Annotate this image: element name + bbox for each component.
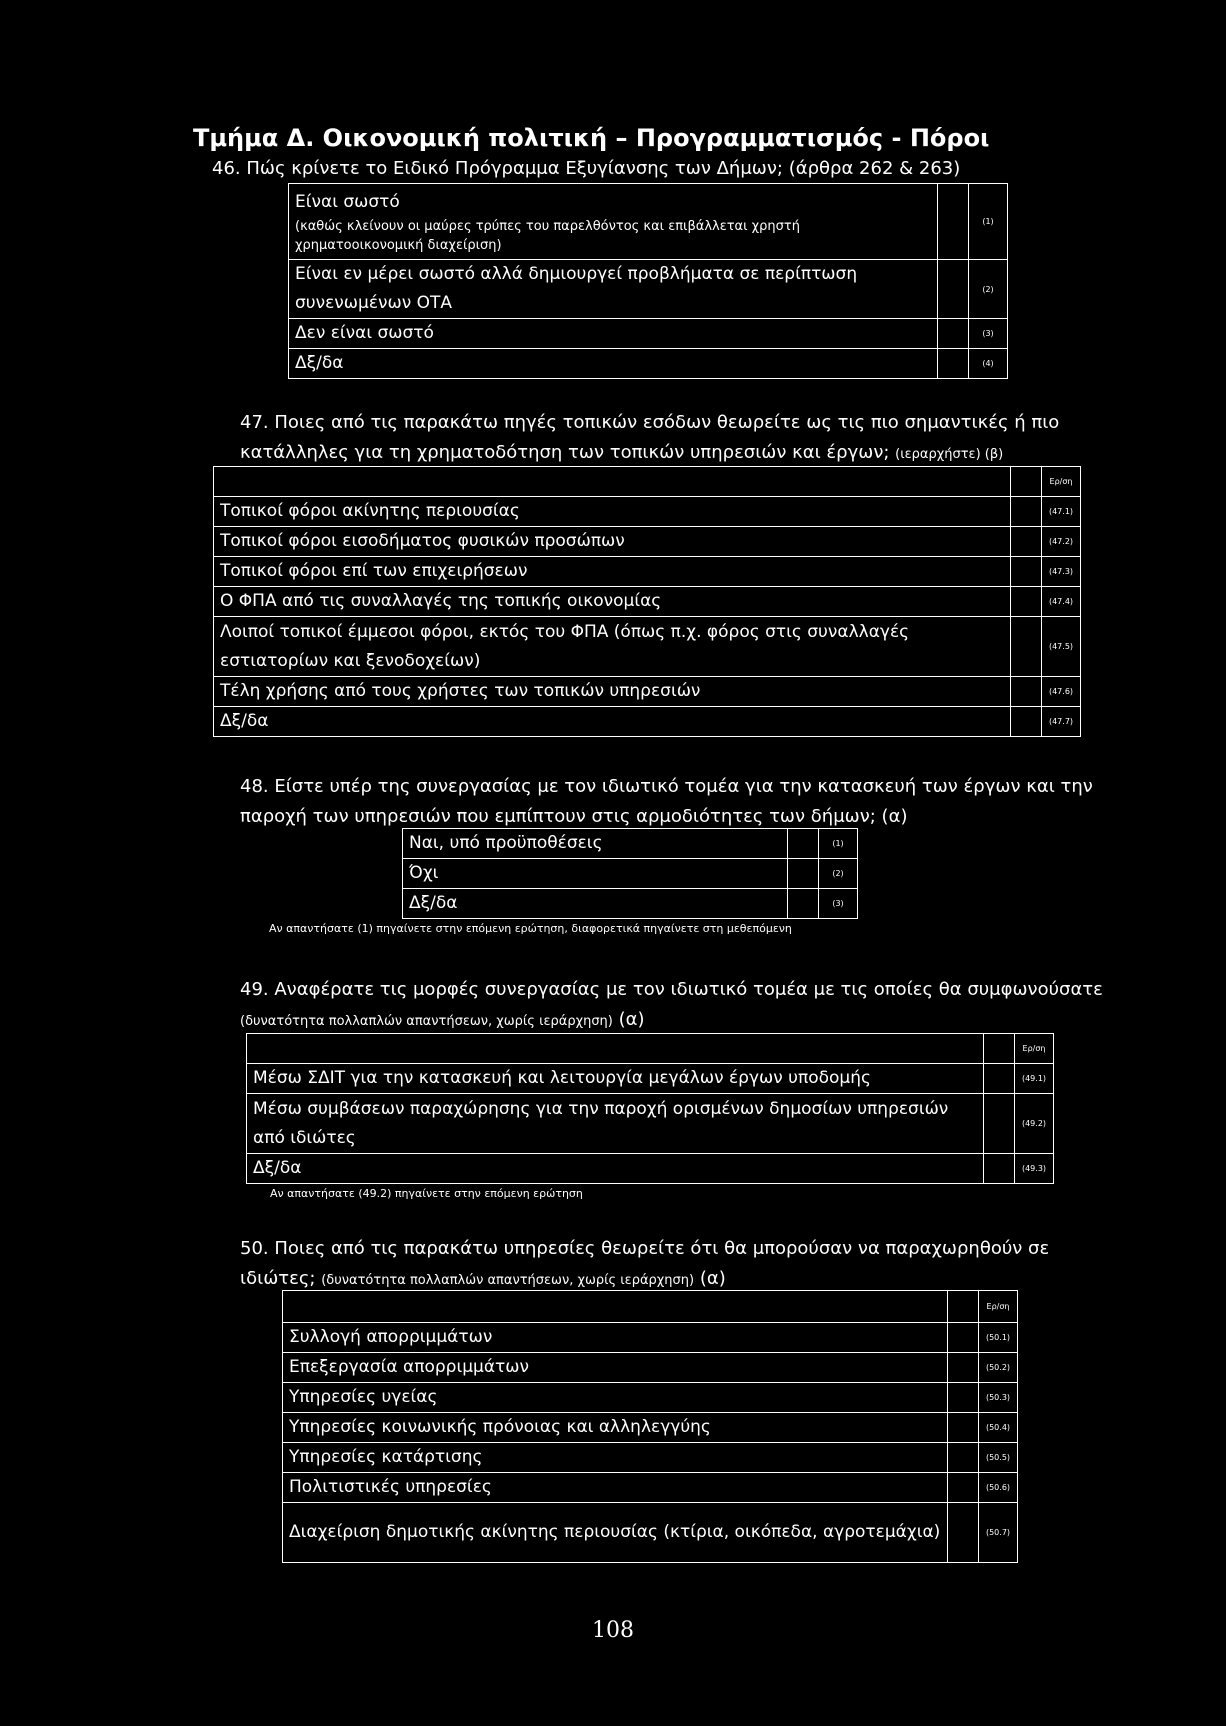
page-number: 108 [592, 1618, 634, 1643]
q49-option-row [247, 1064, 1054, 1094]
q46-option-1-label: Είναι σωστό [295, 192, 400, 212]
q50-header-box [948, 1291, 979, 1323]
q46-option-1-sub: (καθώς κλείνουν οι μαύρες τρύπες του παρελθόντος και επιβάλλεται χρηστή χρηματοοικονομική διαχείριση) [295, 219, 800, 253]
q50-option-4-label: Υπηρεσίες κοινωνικής πρόνοιας και αλληλεγγύης [283, 1413, 948, 1443]
q46-option-3-box[interactable] [938, 319, 969, 349]
q50-option-3-box[interactable] [948, 1383, 979, 1413]
q47-option-4-box[interactable] [1011, 587, 1042, 617]
q47-option-7-label: Δξ/δα [214, 707, 1011, 737]
q49-option-2-label: Μέσω συμβάσεων παραχώρησης για την παροχή ορισμένων δημοσίων υπηρεσιών από ιδιώτες [247, 1094, 984, 1154]
q47-option-1-label: Τοπικοί φόροι ακίνητης περιουσίας [214, 497, 1011, 527]
q47-header-blank [214, 467, 1011, 497]
q46-option-4-code: (4) [969, 349, 1008, 379]
q50-option-1-label: Συλλογή απορριμμάτων [283, 1323, 948, 1353]
q50-option-row [283, 1443, 1018, 1473]
q49-option-1-label: Μέσω ΣΔΙΤ για την κατασκευή και λειτουργία μεγάλων έργων υποδομής [247, 1064, 984, 1094]
q49-option-2-box[interactable] [984, 1094, 1015, 1154]
question-50-note: (δυνατότητα πολλαπλών απαντήσεων, χωρίς ιεράρχηση) [321, 1273, 695, 1288]
q46-option-1-box[interactable] [938, 184, 969, 260]
question-49-note: (δυνατότητα πολλαπλών απαντήσεων, χωρίς ιεράρχηση) [240, 1014, 613, 1029]
q46-option-row [289, 260, 1008, 319]
q47-option-row [214, 677, 1081, 707]
q50-option-7-box[interactable] [948, 1503, 979, 1563]
q47-option-5-code: (47.5) [1042, 617, 1081, 677]
q47-option-1-code: (47.1) [1042, 497, 1081, 527]
q50-option-5-label: Υπηρεσίες κατάρτισης [283, 1443, 948, 1473]
q49-header-label: Ερ/ση [1015, 1034, 1054, 1064]
q47-option-row [214, 497, 1081, 527]
q47-header-label: Ερ/ση [1042, 467, 1081, 497]
question-49-tail: (α) [618, 1009, 645, 1030]
q48-option-1-label: Ναι, υπό προϋποθέσεις [403, 829, 788, 859]
section-title: Τμήμα Δ. Οικονομική πολιτική – Προγραμματισμός - Πόροι [193, 124, 990, 152]
q50-option-6-label: Πολιτιστικές υπηρεσίες [283, 1473, 948, 1503]
q46-option-2-box[interactable] [938, 260, 969, 319]
q47-option-2-box[interactable] [1011, 527, 1042, 557]
q50-option-2-box[interactable] [948, 1353, 979, 1383]
q50-option-4-code: (50.4) [979, 1413, 1018, 1443]
q47-option-5-box[interactable] [1011, 617, 1042, 677]
q50-header-blank [283, 1291, 948, 1323]
question-50 [240, 1234, 1110, 1296]
q48-option-row [403, 859, 858, 889]
q46-option-row [289, 349, 1008, 379]
question-48: 48. Είστε υπέρ της συνεργασίας με τον ιδιωτικό τομέα για την κατασκευή των έργων και την παροχή των υπηρεσιών που εμπίπτουν στις αρμοδιότητες των δήμων; (α) [240, 776, 1093, 827]
q50-option-row [283, 1323, 1018, 1353]
question-47-text: 47. Ποιες από τις παρακάτω πηγές τοπικών εσόδων θεωρείτε ως τις πιο σημαντικές ή πιο κατάλληλες για τη χρηματοδότηση των τοπικών υπηρεσιών και έργων; [240, 412, 1060, 463]
q50-option-4-box[interactable] [948, 1413, 979, 1443]
q50-option-1-code: (50.1) [979, 1323, 1018, 1353]
q50-option-2-code: (50.2) [979, 1353, 1018, 1383]
q50-option-5-box[interactable] [948, 1443, 979, 1473]
q49-option-3-code: (49.3) [1015, 1154, 1054, 1184]
q47-option-row [214, 617, 1081, 677]
q46-option-4-box[interactable] [938, 349, 969, 379]
q47-option-3-label: Τοπικοί φόροι επί των επιχειρήσεων [214, 557, 1011, 587]
q47-option-7-box[interactable] [1011, 707, 1042, 737]
q50-table [282, 1290, 1018, 1563]
q47-option-4-label: Ο ΦΠΑ από τις συναλλαγές της τοπικής οικονομίας [214, 587, 1011, 617]
question-49 [240, 975, 1110, 1037]
q46-option-label [289, 184, 938, 260]
q49-note: Αν απαντήσατε (49.2) πηγαίνετε στην επόμενη ερώτηση [270, 1187, 583, 1200]
q50-option-row [283, 1383, 1018, 1413]
q48-table [402, 828, 858, 919]
q46-table [288, 183, 1008, 379]
q47-option-2-label: Τοπικοί φόροι εισοδήματος φυσικών προσώπων [214, 527, 1011, 557]
question-50-tail: (α) [699, 1268, 726, 1289]
q47-option-6-box[interactable] [1011, 677, 1042, 707]
q47-option-6-code: (47.6) [1042, 677, 1081, 707]
question-46: 46. Πώς κρίνετε το Ειδικό Πρόγραμμα Εξυγίανσης των Δήμων; (άρθρα 262 & 263) [212, 158, 961, 179]
q48-option-row [403, 889, 858, 919]
q47-option-3-code: (47.3) [1042, 557, 1081, 587]
q47-option-6-label: Τέλη χρήσης από τους χρήστες των τοπικών υπηρεσιών [214, 677, 1011, 707]
q47-option-5-label: Λοιποί τοπικοί έμμεσοι φόροι, εκτός του ΦΠΑ (όπως π.χ. φόρος στις συναλλαγές εστιατορίων και ξενοδοχείων) [214, 617, 1011, 677]
q46-option-3-code: (3) [969, 319, 1008, 349]
q50-option-row [283, 1353, 1018, 1383]
q48-note: Αν απαντήσατε (1) πηγαίνετε στην επόμενη ερώτηση, διαφορετικά πηγαίνετε στη μεθεπόμενη [269, 922, 792, 935]
q50-option-6-box[interactable] [948, 1473, 979, 1503]
q50-option-7-label: Διαχείριση δημοτικής ακίνητης περιουσίας (κτίρια, οικόπεδα, αγροτεμάχια) [283, 1503, 948, 1563]
q47-option-7-code: (47.7) [1042, 707, 1081, 737]
q47-option-4-code: (47.4) [1042, 587, 1081, 617]
q50-option-3-label: Υπηρεσίες υγείας [283, 1383, 948, 1413]
q49-header-box [984, 1034, 1015, 1064]
q48-option-1-box[interactable] [788, 829, 819, 859]
q47-option-row [214, 527, 1081, 557]
q46-option-3-label: Δεν είναι σωστό [289, 319, 938, 349]
question-47 [240, 408, 1110, 470]
q48-option-2-code: (2) [819, 859, 858, 889]
q49-option-1-box[interactable] [984, 1064, 1015, 1094]
q47-option-2-code: (47.2) [1042, 527, 1081, 557]
q48-option-3-box[interactable] [788, 889, 819, 919]
q47-option-row [214, 587, 1081, 617]
q50-option-row [283, 1473, 1018, 1503]
q48-option-3-label: Δξ/δα [403, 889, 788, 919]
q50-header-label: Ερ/ση [979, 1291, 1018, 1323]
q49-option-3-box[interactable] [984, 1154, 1015, 1184]
q47-header-row [214, 467, 1081, 497]
q46-option-row [289, 319, 1008, 349]
q48-option-2-box[interactable] [788, 859, 819, 889]
question-47-note: (ιεραρχήστε) (β) [895, 447, 1004, 462]
q46-option-row [289, 184, 1008, 260]
question-50-text: 50. Ποιες από τις παρακάτω υπηρεσίες θεωρείτε ότι θα μπορούσαν να παραχωρηθούν σε ιδιώτες; [240, 1238, 1050, 1289]
q49-option-2-code: (49.2) [1015, 1094, 1054, 1154]
q46-option-4-label: Δξ/δα [289, 349, 938, 379]
q50-option-1-box[interactable] [948, 1323, 979, 1353]
q49-header-blank [247, 1034, 984, 1064]
q46-option-2-code: (2) [969, 260, 1008, 319]
q49-option-row [247, 1094, 1054, 1154]
q47-header-box [1011, 467, 1042, 497]
q47-option-row [214, 707, 1081, 737]
q49-option-3-label: Δξ/δα [247, 1154, 984, 1184]
q48-option-3-code: (3) [819, 889, 858, 919]
q50-option-row [283, 1413, 1018, 1443]
q47-option-3-box[interactable] [1011, 557, 1042, 587]
q50-option-5-code: (50.5) [979, 1443, 1018, 1473]
q48-option-1-code: (1) [819, 829, 858, 859]
question-49-text: 49. Αναφέρατε τις μορφές συνεργασίας με τον ιδιωτικό τομέα με τις οποίες θα συμφωνούσατε [240, 979, 1103, 1000]
q50-option-6-code: (50.6) [979, 1473, 1018, 1503]
q49-header-row [247, 1034, 1054, 1064]
q50-option-3-code: (50.3) [979, 1383, 1018, 1413]
q48-option-row [403, 829, 858, 859]
q50-option-7-code: (50.7) [979, 1503, 1018, 1563]
q48-option-2-label: Όχι [403, 859, 788, 889]
q47-option-1-box[interactable] [1011, 497, 1042, 527]
q46-option-1-code: (1) [969, 184, 1008, 260]
q49-table [246, 1033, 1054, 1184]
q50-option-2-label: Επεξεργασία απορριμμάτων [283, 1353, 948, 1383]
q47-table [213, 466, 1081, 737]
q49-option-row [247, 1154, 1054, 1184]
q50-option-row [283, 1503, 1018, 1563]
q47-option-row [214, 557, 1081, 587]
q46-option-2-label: Είναι εν μέρει σωστό αλλά δημιουργεί προβλήματα σε περίπτωση συνενωμένων ΟΤΑ [289, 260, 938, 319]
q49-option-1-code: (49.1) [1015, 1064, 1054, 1094]
q50-header-row [283, 1291, 1018, 1323]
